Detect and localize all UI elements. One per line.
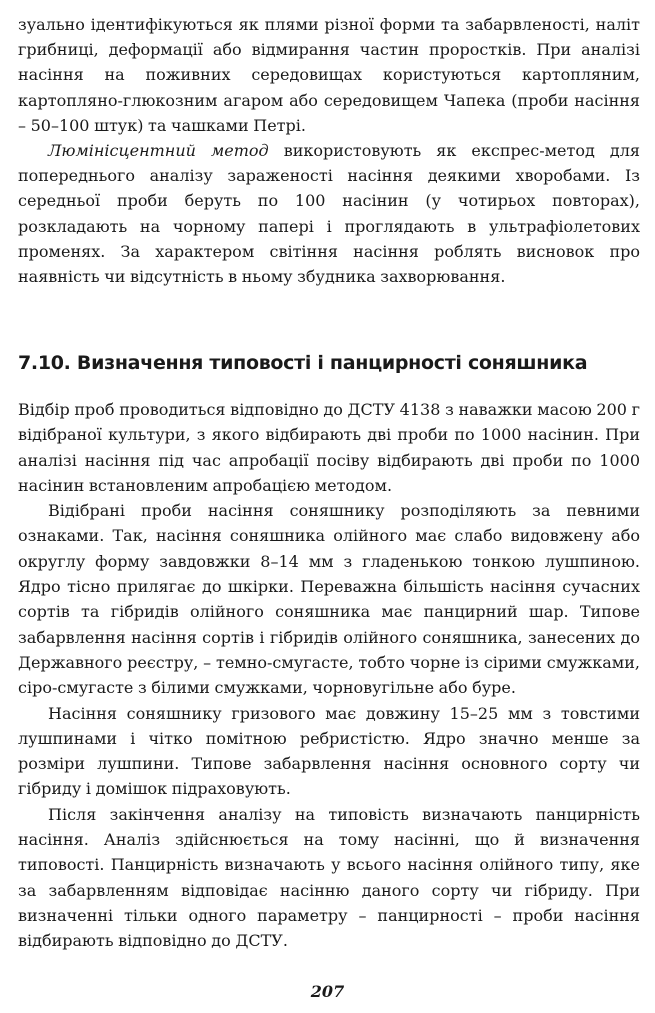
section-heading: 7.10. Визначення типовості і панцирності соняшника [18,352,588,374]
paragraph-sampling: Відбір проб проводиться відповідно до ДСТУ 4138 з наважки масою 200 г відібраної культури, з якого відбирають дві проби по 1000 насінин. При аналізі насіння під час апробації посіву відбирають дві проби по 1000 насінин встановленим апробацією методом. [18,400,640,495]
emphasized-term: Люмінісцентний метод [48,141,269,161]
top-text-block [18,12,640,289]
paragraph-continuation: зуально ідентифікуються як плями різної форми та забарвленості, наліт грибниці, деформації або відмирання частин проростків. При аналізі насіння на поживних середовищах користуються картопляним, картопляно-глюкозним агаром або середовищем Чапека (проби насіння – 50–100 штук) та чашками Петрі. [18,15,640,135]
main-text-block [18,397,640,954]
paragraph-oil-sunflower: Відібрані проби насіння соняшнику розподіляють за певними ознаками. Так, насіння соняшника олійного має слабо видовжену або округлу форму завдовжки 8–14 мм з гладенькою тонкою лушпиною. Ядро тісно прилягає до шкірки. Переважна більшість насіння сучасних сортів та гібридів олійного соняшника має панцирний шар. Типове забарвлення насіння сортів і гібридів олійного соняшника, занесених до Державного реєстру, – темно-смугасте, тобто чорне із сірими смужками, сіро-смугасте з білими смужками, чорновугільне або буре. [18,501,640,698]
paragraph-luminescent-method [18,138,640,289]
paragraph-confectionery-sunflower: Насіння соняшнику гризового має довжину 15–25 мм з товстими лушпинами і чітко помітною ребристістю. Ядро значно менше за розміри лушпини. Типове забарвлення насіння основного сорту чи гібриду і домішок підраховують. [18,703,640,799]
page-number: 207 [310,982,345,1001]
paragraph-armor-layer: Після закінчення аналізу на типовість визначають панцирність насіння. Аналіз здійснюється на тому насінні, що й визначення типовості. Панцирність визначають у всього насіння олійного типу, яке за забарвленням відповідає насінню даного сорту чи гібриду. При визначенні тільки одного параметру – панцирності – проби насіння відбирають відповідно до ДСТУ. [18,804,640,951]
paragraph-luminescent-rest: використовують як експрес-метод для попереднього аналізу зараженості насіння деякими хворобами. Із середньої проби беруть по 100 насінин (у чотирьох повторах), розкладають на чорному папері і проглядають в ультрафіолетових променях. За характером світіння насіння роблять висновок про наявність чи відсутність в ньому збудника захворювання. [18,141,640,287]
